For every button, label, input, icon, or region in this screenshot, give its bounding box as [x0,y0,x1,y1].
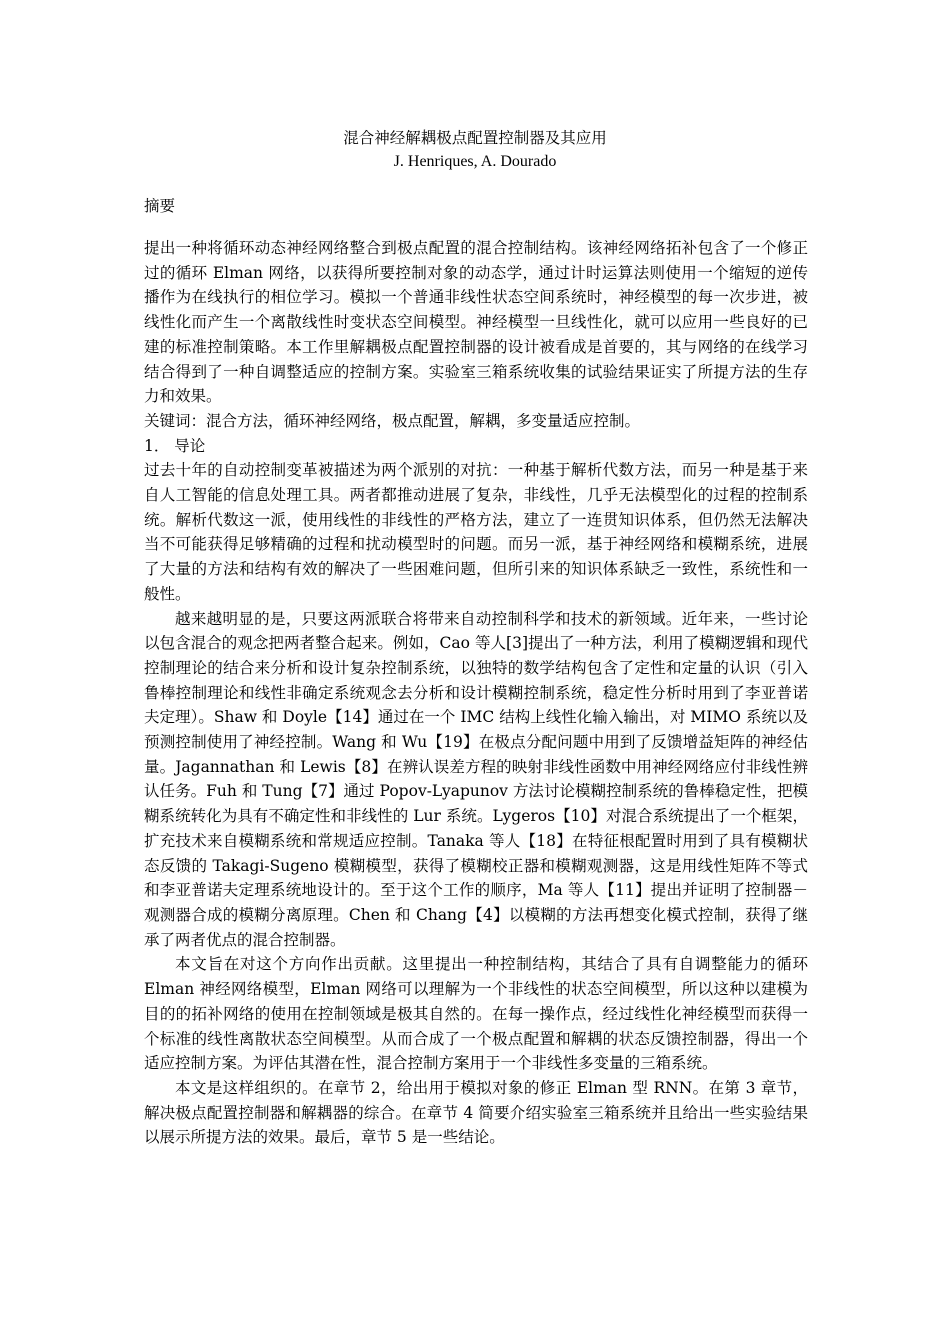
document-body [144,236,808,1150]
document-authors: J. Henriques, A. Dourado [393,153,557,170]
abstract-heading: 摘要 [144,197,176,215]
body-paragraph: 本文旨在对这个方向作出贡献。这里提出一种控制结构，其结合了具有自调整能力的循环 Elman 神经网络模型，Elman 网络可以理解为一个非线性的状态空间模型，所以这种以建模为目的的拓补网络的使用在控制领域是极其自然的。在每一操作点，经过线性化神经模型而获得一个标准的线性离散状态空间模型。从而合成了一个极点配置和解耦的状态反馈控制器，得出一个适应控制方案。为评估其潜在性，混合控制方案用于一个非线性多变量的三箱系统。 [144,955,808,1073]
document-title: 混合神经解耦极点配置控制器及其应用 [343,129,607,147]
keywords-line: 关键词：混合方法，循环神经网络，极点配置，解耦，多变量适应控制。 [144,411,641,430]
body-paragraph: 本文是这样组织的。在章节 2，给出用于模拟对象的修正 Elman 型 RNN。在第 3 章节，解决极点配置控制器和解耦器的综合。在章节 4 简要介绍实验室三箱系统并且给出一些实验结果以展示所提方法的效果。最后，章节 5 是一些结论。 [144,1078,808,1147]
abstract-paragraph: 提出一种将循环动态神经网络整合到极点配置的混合控制结构。该神经网络拓补包含了一个修正过的循环 Elman 网络，以获得所要控制对象的动态学，通过计时运算法则使用一个缩短的逆传播作为在线执行的相位学习。模拟一个普通非线性状态空间系统时，神经模型的每一次步进，被线性化而产生一个离散线性时变状态空间模型。神经模型一旦线性化，就可以应用一些良好的已建的标准控制策略。本工作里解耦极点配置控制器的设计被看成是首要的，其与网络的在线学习结合得到了一种自调整适应的控制方案。实验室三箱系统收集的试验结果证实了所提方法的生存力和效果。 [144,239,808,406]
body-paragraph: 过去十年的自动控制变革被描述为两个派别的对抗：一种基于解析代数方法，而另一种是基于来自人工智能的信息处理工具。两者都推动进展了复杂，非线性，几乎无法模型化的过程的控制系统。解析代数这一派，使用线性的非线性的严格方法，建立了一连贯知识体系，但仍然无法解决当不可能获得足够精确的过程和扰动模型时的问题。而另一派，基于神经网络和模糊系统，进展了大量的方法和结构有效的解决了一些困难问题，但所引来的知识体系缺乏一致性，系统性和一般性。 [144,461,808,603]
body-paragraph: 越来越明显的是，只要这两派联合将带来自动控制科学和技术的新领域。近年来，一些讨论以包含混合的观念把两者整合起来。例如，Cao 等人[3]提出了一种方法，利用了模糊逻辑和现代控制理论的结合来分析和设计复杂控制系统，以独特的数学结构包含了定性和定量的认识（引入鲁棒控制理论和线性非确定系统观念去分析和设计模糊控制系统，稳定性分析时用到了李亚普诺夫定理）。Shaw 和 Doyle【14】通过在一个 IMC 结构上线性化输入输出，对 MIMO 系统以及预测控制使用了神经控制。Wang 和 Wu【19】在极点分配问题中用到了反馈增益矩阵的神经估量。Jagannathan 和 Lewis【8】在辨认误差方程的映射非线性函数中用神经网络应付非线性辨认任务。Fuh 和 Tung【7】通过 Popov-Lyapunov 方法讨论模糊控制系统的鲁棒稳定性，把模糊系统转化为具有不确定性和非线性的 Lur 系统。Lygeros【10】对混合系统提出了一个框架，扩充技术来自模糊系统和常规适应控制。Tanaka 等人【18】在特征根配置时用到了具有模糊状态反馈的 Takagi-Sugeno 模糊模型，获得了模糊校正器和模糊观测器，这是用线性矩阵不等式和李亚普诺夫定理系统地设计的。至于这个工作的顺序，Ma 等人【11】提出并证明了控制器－观测器合成的模糊分离原理。Chen 和 Chang【4】以模糊的方法再想变化模式控制，获得了继承了两者优点的混合控制器。 [144,609,808,949]
section-heading-introduction: 1． 导论 [144,436,206,455]
